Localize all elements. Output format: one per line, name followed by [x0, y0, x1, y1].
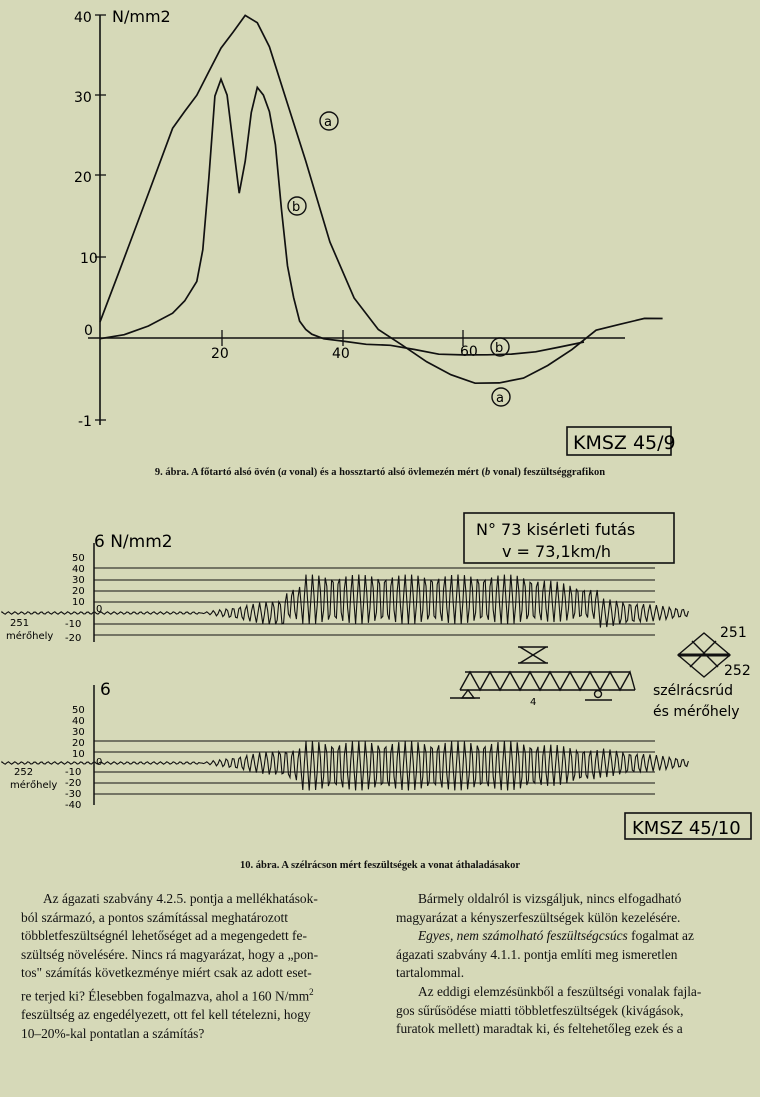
fig9-label-a2 [492, 388, 510, 406]
fig10-caption: 10. ábra. A szélrácson mért feszültségek a vonat áthaladásakor [240, 860, 520, 871]
fig10-top-gauge-text: mérőhely [6, 631, 54, 642]
svg-text:0: 0 [96, 757, 103, 768]
svg-text:40: 40 [72, 564, 85, 575]
svg-text:0: 0 [96, 604, 103, 615]
left-line: többletfeszültségnél lehetőséget ad a megengedett fe- [21, 928, 307, 944]
right-line: tartalommal. [396, 965, 465, 981]
svg-text:20: 20 [72, 586, 85, 597]
svg-text:b: b [292, 200, 301, 215]
fig9-series-b-line [100, 79, 584, 355]
fig10-diagram-label1: szélrácsrúd [653, 683, 733, 699]
svg-text:30: 30 [72, 575, 85, 586]
right-line: gos sűrűsödése miatti többletfeszültségek (kivágások, [396, 1002, 684, 1018]
svg-text:50: 50 [72, 553, 85, 564]
svg-text:40: 40 [72, 716, 85, 727]
svg-text:-40: -40 [65, 800, 82, 811]
text-column-left [21, 890, 362, 1043]
left-line: Az ágazati szabvány 4.2.5. pontja a mellékhatások- [43, 891, 318, 906]
svg-text:-20: -20 [65, 778, 82, 789]
fig10-run-line2: v = 73,1km/h [502, 542, 612, 561]
fig10-bottom-ylabel: 6 [100, 680, 111, 700]
fig9-xtick-label: 60 [460, 344, 478, 360]
svg-text:-10: -10 [65, 767, 82, 778]
fig9-xtick-label: 40 [332, 346, 350, 362]
fig10-top-ylabel: 6 N/mm2 [94, 532, 173, 552]
fig9-ytick-label: 10 [80, 251, 98, 267]
fig9-ylabel: N/mm2 [112, 7, 171, 26]
right-line: Bármely oldalról is vizsgáljuk, nincs elfogadható [418, 891, 682, 906]
fig9-label-b [288, 197, 306, 215]
svg-text:a: a [324, 115, 332, 130]
fig10-point-252: 252 [724, 663, 751, 679]
svg-text:30: 30 [72, 727, 85, 738]
svg-text:20: 20 [72, 738, 85, 749]
fig10-kmsz-label: KMSZ 45/10 [632, 818, 741, 839]
svg-text:50: 50 [72, 705, 85, 716]
right-line: ágazati szabvány 4.1.1. pontja említi meg ismeretlen [396, 946, 678, 962]
svg-text:-20: -20 [65, 633, 82, 644]
fig10-truss-number: 4 [530, 697, 537, 708]
left-line: feszültség az engedélyezett, ott fel kell tételezni, hogy [21, 1007, 311, 1023]
left-line: szültség növelésére. Nincs rá magyarázat, hogy a „pon- [21, 946, 319, 962]
right-line: Az eddigi elemzésünkből a feszültségi vonalak fajla- [418, 983, 702, 999]
svg-text:10: 10 [72, 749, 85, 760]
fig9-caption: 9. ábra. A főtartó alsó övén (a vonal) és a hossztartó alsó övlemezén mért (b vonal) feszültséggrafikon [154, 467, 606, 478]
fig10-bottom-yticks [65, 705, 102, 811]
fig9-ytick-label: 30 [74, 90, 92, 106]
svg-text:b: b [495, 341, 504, 356]
figure9-chart [0, 0, 760, 465]
fig10-diagram-label2: és mérőhely [653, 704, 740, 720]
svg-text:-30: -30 [65, 789, 82, 800]
fig9-kmsz-label: KMSZ 45/9 [573, 432, 676, 454]
fig10-run-line1: N° 73 kisérleti futás [476, 520, 636, 539]
left-line: 10–20%-kal pontatlan a számítás? [21, 1025, 205, 1041]
svg-text:10: 10 [72, 597, 85, 608]
fig10-top-signal-line [2, 575, 688, 628]
fig9-xtick-label: 20 [211, 346, 229, 362]
fig9-ytick-label: 0 [84, 323, 93, 339]
text-column-right [396, 890, 752, 1039]
left-line: ból származó, a pontos számítással meghatározott [21, 909, 288, 925]
figure10-chart [0, 505, 760, 845]
fig9-label-b2 [491, 338, 509, 356]
fig10-point-251: 251 [720, 625, 747, 641]
svg-text:-10: -10 [65, 619, 82, 630]
fig9-series-a-line [100, 15, 663, 383]
svg-text:a: a [496, 391, 504, 406]
fig9-ytick-label: 20 [74, 170, 92, 186]
fig10-top-gridlines [94, 568, 655, 635]
fig9-ytick-label: -1 [78, 414, 92, 430]
left-line: tos" számítás következménye miért csak az adott eset- [21, 965, 312, 981]
right-line: furatok mellett) maradtak ki, és feltehetőleg ezek és a [396, 1021, 683, 1037]
fig10-bottom-gauge-text: mérőhely [10, 780, 58, 791]
right-line: magyarázat a kényszerfeszültségek külön kezelésére. [396, 909, 681, 925]
fig10-bottom-gauge-number: 252 [14, 767, 34, 778]
fig9-label-a [320, 112, 338, 130]
fig10-top-gauge-number: 251 [10, 618, 30, 629]
right-line: Egyes, nem számolható feszültségcsúcs fogalmat az [418, 928, 694, 944]
left-line: re terjed ki? Élesebben fogalmazva, ahol a 160 $N/mm^2$ [21, 986, 314, 1004]
fig9-ytick-label: 40 [74, 10, 92, 26]
fig10-top-yticks [65, 553, 102, 644]
